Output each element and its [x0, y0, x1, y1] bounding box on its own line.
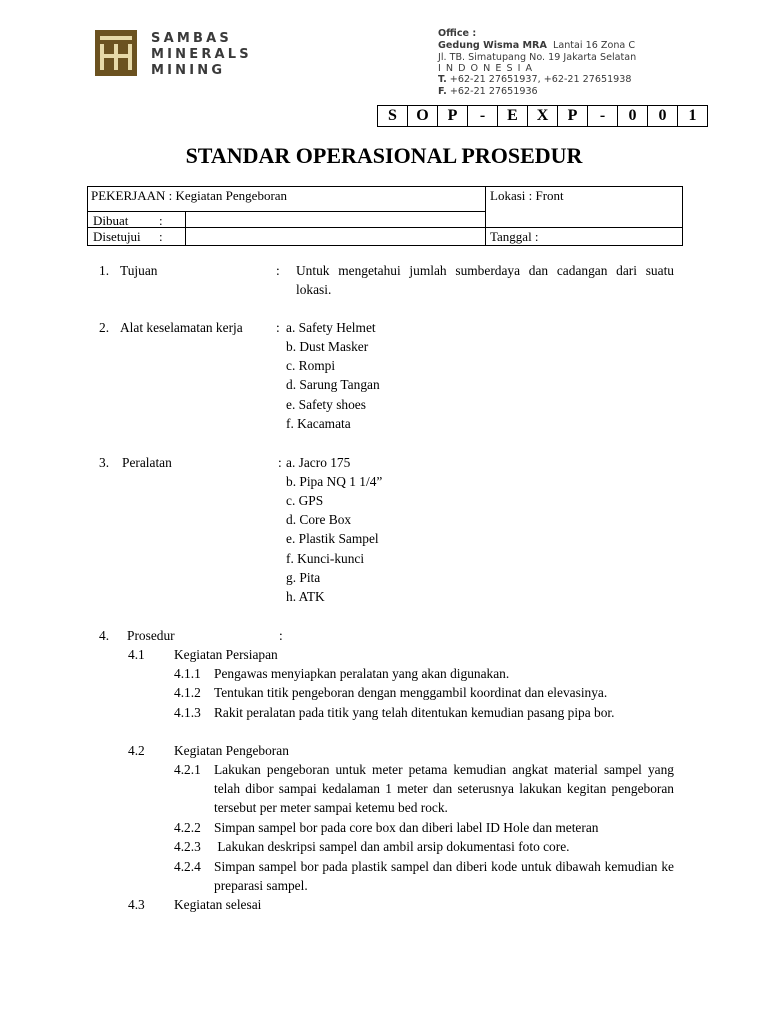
- step-text: Simpan sampel bor pada core box dan diberi label ID Hole dan meteran: [214, 820, 599, 835]
- list-item: a. Jacro 175: [286, 455, 351, 470]
- tujuan-label: Tujuan: [120, 263, 158, 278]
- step-number: 4.1.3: [174, 705, 201, 720]
- step-number: 4.2.4: [174, 859, 201, 874]
- list-item: e. Plastik Sampel: [286, 531, 379, 546]
- sop-code-char: X: [528, 106, 558, 126]
- office-phone: T. +62-21 27651937, +62-21 27651938: [438, 74, 632, 85]
- step-number: 4.1.2: [174, 685, 201, 700]
- sop-code-char: -: [588, 106, 618, 126]
- alat-colon: :: [276, 320, 280, 335]
- step-text: Lakukan pengeboran untuk meter petama kemudian angkat material sampel yang telah dibor sampai kedalaman 1 meter dan seterusnya lakukan kegitan pengeboran tersebut per meter sampai ketemu bed rock.: [214, 762, 674, 815]
- subsection-title: Kegiatan selesai: [174, 897, 262, 912]
- document-title: STANDAR OPERASIONAL PROSEDUR: [185, 143, 583, 168]
- lokasi-cell: Lokasi : Front: [490, 188, 564, 203]
- logo-text-line-3: MINING: [151, 63, 226, 78]
- list-item: h. ATK: [286, 589, 325, 604]
- step-number: 4.1.1: [174, 666, 201, 681]
- office-street: Jl. TB. Simatupang No. 19 Jakarta Selatan: [438, 52, 637, 63]
- office-country: I N D O N E S I A: [438, 63, 534, 74]
- tanggal-cell: Tanggal :: [490, 229, 539, 244]
- office-fax: F. +62-21 27651936: [438, 86, 538, 97]
- office-building: Gedung Wisma MRA Lantai 16 Zona C: [438, 40, 636, 51]
- peralatan-number: 3.: [99, 455, 110, 470]
- dibuat-label: Dibuat: [93, 213, 129, 228]
- logo-text-line-1: SAMBAS: [151, 31, 232, 46]
- subsection-title: Kegiatan Persiapan: [174, 647, 278, 662]
- list-item: a. Safety Helmet: [286, 320, 376, 335]
- list-item: c. Rompi: [286, 358, 336, 373]
- logo-text-line-2: MINERALS: [151, 47, 252, 62]
- company-logo-icon: [95, 30, 137, 76]
- subsection-number: 4.1: [128, 647, 145, 662]
- sop-code-char: O: [408, 106, 438, 126]
- step-text: Simpan sampel bor pada plastik sampel dan diberi kode untuk dibawah kemudian ke preparasi sampel.: [214, 859, 674, 893]
- step-number: 4.2.3: [174, 839, 201, 854]
- disetujui-label: Disetujui: [93, 229, 141, 244]
- prosedur-colon: :: [279, 628, 283, 643]
- subsection-number: 4.3: [128, 897, 145, 912]
- alat-label: Alat keselamatan kerja: [120, 320, 243, 335]
- list-item: g. Pita: [286, 570, 321, 585]
- sop-code-char: -: [468, 106, 498, 126]
- list-item: f. Kacamata: [286, 416, 351, 431]
- step-text: Tentukan titik pengeboran dengan menggambil koordinat dan elevasinya.: [214, 685, 608, 700]
- info-table: [87, 186, 683, 246]
- subsection-number: 4.2: [128, 743, 145, 758]
- tujuan-colon: :: [276, 263, 280, 278]
- list-item: f. Kunci-kunci: [286, 551, 365, 566]
- tujuan-text: Untuk mengetahui jumlah sumberdaya dan cadangan dari suatu lokasi.: [296, 263, 674, 297]
- sop-code-char: P: [438, 106, 468, 126]
- prosedur-label: Prosedur: [127, 628, 175, 643]
- tujuan-number: 1.: [99, 263, 110, 278]
- sop-code-char: E: [498, 106, 528, 126]
- prosedur-number: 4.: [99, 628, 110, 643]
- list-item: b. Dust Masker: [286, 339, 369, 354]
- list-item: e. Safety shoes: [286, 397, 366, 412]
- step-number: 4.2.1: [174, 762, 201, 777]
- disetujui-colon: :: [159, 229, 163, 244]
- alat-number: 2.: [99, 320, 110, 335]
- sop-code-char: S: [378, 106, 408, 126]
- list-item: d. Sarung Tangan: [286, 377, 380, 392]
- sop-code-box: [377, 105, 708, 127]
- peralatan-label: Peralatan: [122, 455, 172, 470]
- list-item: d. Core Box: [286, 512, 352, 527]
- list-item: b. Pipa NQ 1 1/4”: [286, 474, 383, 489]
- subsection-title: Kegiatan Pengeboran: [174, 743, 289, 758]
- step-text: Rakit peralatan pada titik yang telah ditentukan kemudian pasang pipa bor.: [214, 705, 615, 720]
- sop-code-char: P: [558, 106, 588, 126]
- sop-code-char: 0: [618, 106, 648, 126]
- sop-code-char: 1: [688, 107, 697, 124]
- step-text: Pengawas menyiapkan peralatan yang akan digunakan.: [214, 666, 510, 681]
- pekerjaan-cell: PEKERJAAN : Kegiatan Pengeboran: [91, 188, 288, 203]
- list-item: c. GPS: [286, 493, 324, 508]
- step-text: Lakukan deskripsi sampel dan ambil arsip dokumentasi foto core.: [214, 839, 570, 854]
- dibuat-colon: :: [159, 213, 163, 228]
- sop-code-char: 0: [648, 106, 678, 126]
- step-number: 4.2.2: [174, 820, 201, 835]
- office-label: Office :: [438, 28, 477, 39]
- peralatan-colon: :: [278, 455, 282, 470]
